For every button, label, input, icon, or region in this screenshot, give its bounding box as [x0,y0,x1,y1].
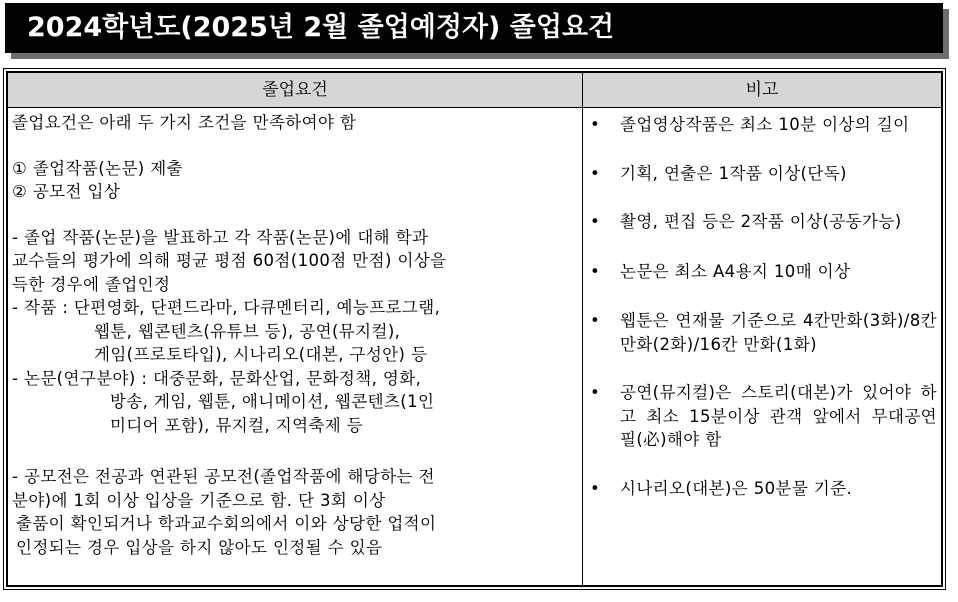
works-line-3: 게임(프로토타입), 시나리오(대본, 구성안) 등 [94,345,428,364]
note-text: 시나리오(대본)은 50분물 기준. [620,478,853,498]
note-text: 웹툰은 연재물 기준으로 4칸만화(3화)/8칸만화(2화)/16칸 만화(1화) [620,311,937,354]
note-text: 공연(뮤지컬)은 스토리(대본)가 있어야 하고 최소 15분이상 관객 앞에서 무대공연 필(必)해야 함 [620,383,937,449]
bullet-icon: • [590,383,601,402]
contest-line-2: 분야)에 1회 이상 입상을 기준으로 함. 단 3회 이상 [12,490,386,510]
bullet-icon: • [590,311,601,330]
note-item [588,162,937,186]
bullet-icon: • [590,261,601,281]
thesis-line-1: - 논문(연구분야) : 대중문화, 문화산업, 문화정책, 영화, [12,368,422,388]
thesis-line-3: 미디어 포함), 뮤지컬, 지역축제 등 [110,415,364,435]
bullet-icon: • [590,212,601,231]
note-item [588,477,937,501]
bullet-icon: • [590,478,601,498]
note-item [588,210,937,234]
note-item [588,113,937,137]
bullet-icon: • [590,115,601,134]
contest-line-1: - 공모전은 전공과 연관된 공모전(졸업작품에 해당하는 전 [12,467,435,486]
requirements-column [12,111,578,559]
note-item [588,260,937,284]
page-title: 2024학년도(2025년 2월 졸업예정자) 졸업요건 [5,3,943,53]
evaluation-line-2: 교수들의 평가에 의해 평균 평점 60점(100점 만점) 이상을 [12,251,447,270]
column-divider [582,73,583,585]
note-item [588,309,937,356]
intro-text: 졸업요건은 아래 두 가지 조건을 만족하여야 함 [12,113,357,132]
condition-2: ② 공모전 입상 [12,182,121,201]
bullet-icon: • [590,163,601,183]
contest-line-3: 출품이 확인되거나 학과교수회의에서 이와 상당한 업적이 [16,514,437,533]
remarks-column [588,113,937,500]
requirements-table [3,68,946,590]
header-requirements: 졸업요건 [8,73,582,108]
works-line-1: - 작품 : 단편영화, 단편드라마, 다큐멘터리, 예능프로그램, [12,298,441,317]
header-remarks: 비고 [583,73,941,108]
thesis-line-2: 방송, 게임, 웹툰, 애니메이션, 웹콘텐츠(1인 [110,392,435,411]
note-text: 졸업영상작품은 최소 10분 이상의 길이 [620,115,910,134]
note-text: 기획, 연출은 1작품 이상(단독) [620,163,847,183]
table-inner [6,71,943,587]
note-text: 촬영, 편집 등은 2작품 이상(공동가능) [620,212,902,231]
note-text: 논문은 최소 A4용지 10매 이상 [620,261,851,281]
condition-1: ① 졸업작품(논문) 제출 [12,158,183,178]
evaluation-line-1: - 졸업 작품(논문)을 발표하고 각 작품(논문)에 대해 학과 [12,227,429,247]
note-item [588,381,937,452]
evaluation-line-3: 득한 경우에 졸업인정 [12,274,171,294]
contest-line-4: 인정되는 경우 입상을 하지 않아도 인정될 수 있음 [16,537,383,557]
works-line-2: 웹툰, 웹콘텐츠(유튜브 등), 공연(뮤지컬), [94,321,401,341]
